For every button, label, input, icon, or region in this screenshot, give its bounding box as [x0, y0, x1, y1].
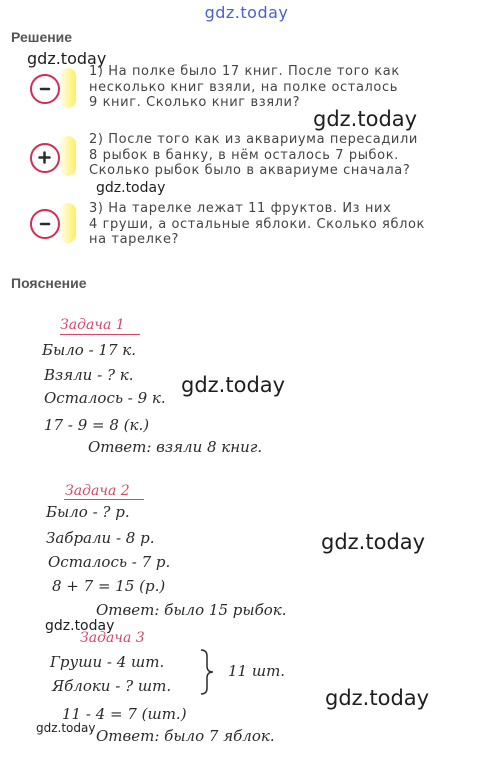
highlight-mark — [60, 136, 76, 176]
explanation-total: 11 шт. — [228, 662, 286, 680]
task-1-text — [89, 64, 447, 111]
task-line: 3) На тарелке лежат 11 фруктов. Из них — [89, 201, 392, 216]
task-line: 1) На полке было 17 книг. После того как — [89, 64, 400, 79]
explanation-line: Было - ? р. — [46, 503, 130, 521]
section-heading-explanation: Пояснение — [11, 275, 87, 291]
explanation-1-title: Задача 1 — [60, 317, 125, 333]
watermark: gdz.today — [96, 180, 166, 196]
task-line: 4 груши, а остальные яблоки. Сколько яблок — [89, 216, 425, 232]
task-line: Сколько рыбок было в аквариуме сначала? — [89, 163, 411, 178]
title-underline — [60, 334, 140, 335]
explanation-line: Яблоки - ? шт. — [52, 677, 172, 695]
title-underline — [64, 499, 144, 500]
explanation-line: 17 - 9 = 8 (к.) — [44, 416, 150, 434]
watermark: gdz.today — [313, 107, 418, 131]
explanation-answer: Ответ: было 7 яблок. — [96, 727, 275, 745]
minus-badge-icon — [30, 74, 60, 104]
minus-glyph-icon — [32, 76, 62, 106]
task-3-text — [89, 201, 447, 248]
explanation-line: Груши - 4 шт. — [50, 653, 165, 671]
plus-badge-icon — [30, 143, 60, 173]
task-line: несколько книг взяли, на полке осталось — [89, 79, 398, 95]
task-line: 8 рыбок в банку, в нём осталось 7 рыбок. — [89, 147, 399, 163]
explanation-3-title: Задача 3 — [80, 630, 145, 646]
plus-glyph-icon — [32, 145, 62, 175]
task-line: 2) После того как из аквариума пересадили — [89, 132, 418, 147]
highlight-mark — [60, 68, 76, 108]
watermark: gdz.today — [27, 49, 107, 68]
watermark: gdz.today — [325, 686, 430, 710]
explanation-line: Осталось - 9 к. — [44, 389, 166, 407]
explanation-line: Взяли - ? к. — [44, 366, 134, 384]
task-line: 9 книг. Сколько книг взяли? — [89, 95, 301, 110]
watermark: gdz.today — [181, 373, 286, 397]
site-title: gdz.today — [204, 3, 289, 22]
minus-badge-icon — [30, 209, 60, 239]
minus-glyph-icon — [32, 211, 62, 241]
watermark: gdz.today — [321, 530, 426, 554]
highlight-mark — [60, 203, 76, 243]
task-line: на тарелке? — [89, 232, 180, 247]
section-heading-solution: Решение — [11, 29, 73, 45]
explanation-answer: Ответ: было 15 рыбок. — [96, 601, 287, 619]
explanation-line: 11 - 4 = 7 (шт.) — [62, 705, 187, 723]
watermark: gdz.today — [36, 721, 96, 735]
watermark: gdz.today — [45, 618, 115, 634]
explanation-line: 8 + 7 = 15 (р.) — [52, 577, 166, 595]
task-2-text — [89, 132, 447, 179]
explanation-2-title: Задача 2 — [65, 483, 130, 499]
explanation-line: Было - 17 к. — [42, 341, 137, 359]
explanation-line: Забрали - 8 р. — [46, 529, 155, 547]
curly-brace-icon — [198, 648, 216, 696]
explanation-answer: Ответ: взяли 8 книг. — [88, 438, 263, 456]
explanation-line: Осталось - 7 р. — [48, 553, 171, 571]
